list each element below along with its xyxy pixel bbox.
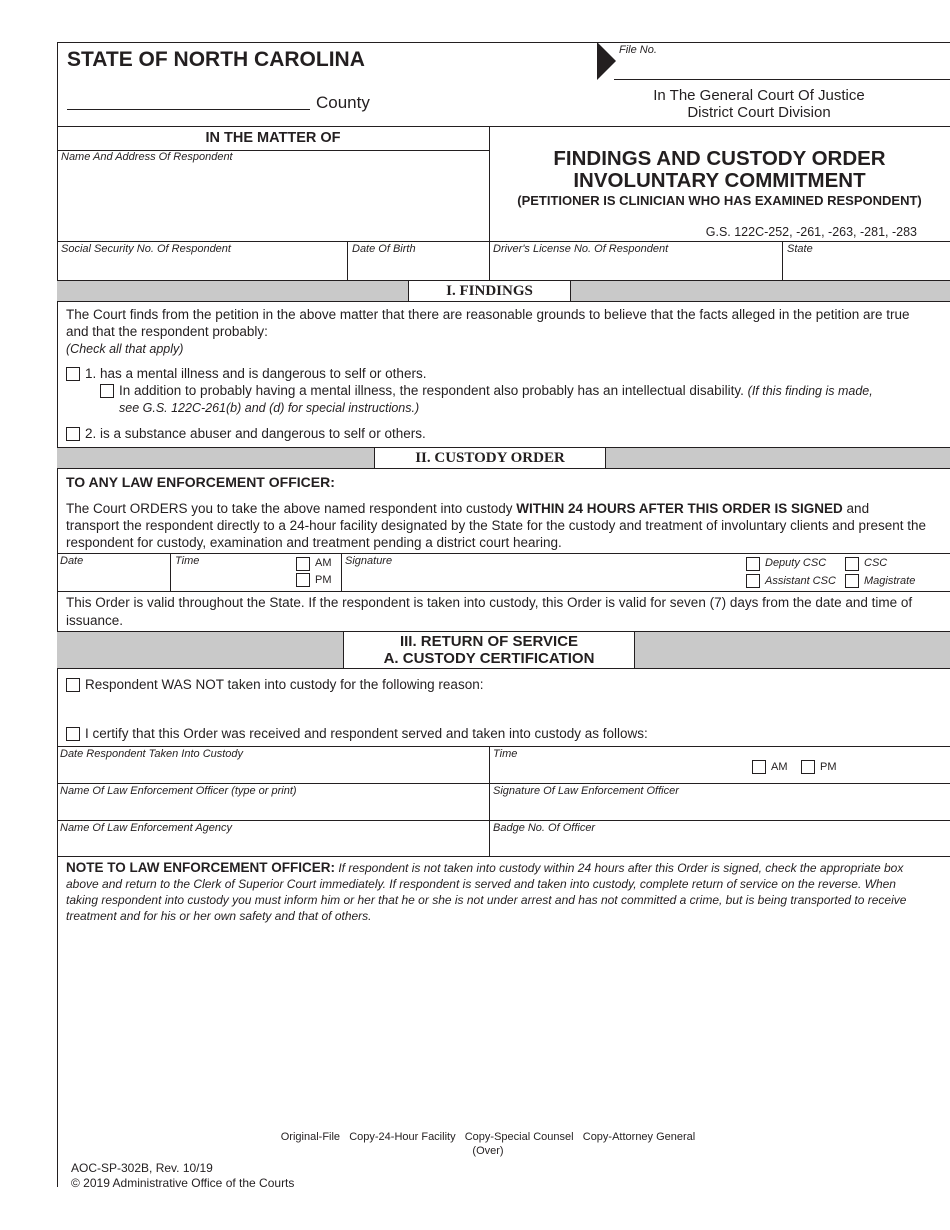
note-to-officer: NOTE TO LAW ENFORCEMENT OFFICER: If respondent is not taken into custody within 24 hours after this Order is signed, check the appropriate box above and return to the Clerk of Superior Court immediately. If respondent is served and taken into custody, complete return of service on the reverse. When taking respondent into custody you must inform him or her that he or she is not under arrest and has not committed a crime, but is being transported to receive treatment and for his or her own safety and that of others. bbox=[66, 860, 907, 923]
certify-text: I certify that this Order was received and respondent served and taken into custody as follows: bbox=[85, 726, 648, 741]
file-no-arrow-icon bbox=[597, 42, 616, 80]
officer-signature-label: Signature Of Law Enforcement Officer bbox=[493, 785, 679, 797]
court-line1: In The General Court Of Justice bbox=[653, 87, 865, 104]
ssn-label: Social Security No. Of Respondent bbox=[61, 243, 231, 255]
officer-name-label: Name Of Law Enforcement Officer (type or print) bbox=[60, 785, 297, 797]
state-heading: STATE OF NORTH CAROLINA bbox=[67, 48, 365, 71]
magistrate-label: Magistrate bbox=[864, 575, 916, 587]
certify-checkbox[interactable] bbox=[66, 727, 80, 741]
file-no-label: File No. bbox=[619, 44, 657, 56]
county-label: County bbox=[316, 93, 370, 112]
form-number: AOC-SP-302B, Rev. 10/19 bbox=[71, 1161, 213, 1175]
finding1a-text: In addition to probably having a mental illness, the respondent also probably has an intellectual disability. bbox=[119, 383, 744, 398]
custody-am-checkbox[interactable] bbox=[296, 557, 310, 571]
date-label: Date bbox=[60, 555, 84, 567]
custody-am-label: AM bbox=[315, 557, 332, 569]
csc-checkbox[interactable] bbox=[845, 557, 859, 571]
statute-reference: G.S. 122C-252, -261, -263, -281, -283 bbox=[705, 225, 917, 239]
findings-intro: The Court finds from the petition in the above matter that there are reasonable grounds to believe that the facts alleged in the petition are true and that the respondent probably: bbox=[66, 307, 910, 339]
signature-label: Signature bbox=[345, 555, 393, 567]
finding1a-note2: see G.S. 122C-261(b) and (d) for special instructions.) bbox=[119, 401, 420, 415]
magistrate-checkbox[interactable] bbox=[845, 574, 859, 588]
return-heading: III. RETURN OF SERVICE A. CUSTODY CERTIFICATION bbox=[343, 631, 635, 669]
csc-label: CSC bbox=[864, 557, 888, 569]
custody-heading: II. CUSTODY ORDER bbox=[374, 447, 606, 469]
county-blank-line[interactable] bbox=[67, 109, 310, 110]
badge-label: Badge No. Of Officer bbox=[493, 822, 596, 834]
custody-pm-label: PM bbox=[315, 574, 332, 586]
matter-heading: IN THE MATTER OF bbox=[205, 130, 341, 146]
name-address-label: Name And Address Of Respondent bbox=[61, 151, 233, 163]
assistant-csc-label: Assistant CSC bbox=[765, 575, 836, 587]
title-line1: FINDINGS AND CUSTODY ORDER bbox=[553, 147, 886, 170]
finding2-text: 2. is a substance abuser and dangerous to self or others. bbox=[85, 426, 426, 441]
title-line2: INVOLUNTARY COMMITMENT bbox=[573, 169, 866, 192]
finding1a-note: (If this finding is made, bbox=[747, 384, 873, 398]
finding1-checkbox[interactable] bbox=[66, 367, 80, 381]
finding1-text: 1. has a mental illness and is dangerous to self or others. bbox=[85, 366, 427, 381]
distribution-copies: Original-File Copy-24-Hour Facility Copy-Special Counsel Copy-Attorney General bbox=[280, 1131, 696, 1143]
return-pm-checkbox[interactable] bbox=[801, 760, 815, 774]
return-am-label: AM bbox=[771, 761, 788, 773]
assistant-csc-checkbox[interactable] bbox=[746, 574, 760, 588]
return-am-checkbox[interactable] bbox=[752, 760, 766, 774]
finding1a-checkbox[interactable] bbox=[100, 384, 114, 398]
court-line2: District Court Division bbox=[687, 104, 831, 121]
check-note: (Check all that apply) bbox=[66, 342, 184, 356]
time-label: Time bbox=[175, 555, 200, 567]
license-label: Driver's License No. Of Respondent bbox=[493, 243, 669, 255]
date-taken-label: Date Respondent Taken Into Custody bbox=[60, 748, 244, 760]
copyright: © 2019 Administrative Office of the Courts bbox=[71, 1176, 295, 1190]
state-label: State bbox=[787, 243, 813, 255]
validity-text: This Order is valid throughout the State. If the respondent is taken into custody, this Order is valid for seven (7) days from the date and time of issuance. bbox=[66, 595, 913, 628]
dob-label: Date Of Birth bbox=[352, 243, 416, 255]
to-officer-heading: TO ANY LAW ENFORCEMENT OFFICER: bbox=[66, 474, 335, 490]
over-label: (Over) bbox=[472, 1145, 504, 1157]
title-line3: (PETITIONER IS CLINICIAN WHO HAS EXAMINED RESPONDENT) bbox=[517, 193, 922, 208]
not-taken-text: Respondent WAS NOT taken into custody for the following reason: bbox=[85, 677, 484, 692]
deputy-csc-label: Deputy CSC bbox=[765, 557, 827, 569]
return-pm-label: PM bbox=[820, 761, 837, 773]
agency-label: Name Of Law Enforcement Agency bbox=[60, 822, 233, 834]
custody-order-text: The Court ORDERS you to take the above named respondent into custody WITHIN 24 HOURS AFTER THIS ORDER IS SIGNED and transport the respondent directly to a 24-hour facility designated by the State for the custody and treatment of involuntary clients and present the respondent for custody, examination and treatment pending a district court hearing. bbox=[66, 501, 927, 550]
custody-pm-checkbox[interactable] bbox=[296, 573, 310, 587]
return-time-label: Time bbox=[493, 748, 518, 760]
findings-heading: I. FINDINGS bbox=[408, 280, 571, 302]
deputy-csc-checkbox[interactable] bbox=[746, 557, 760, 571]
not-taken-checkbox[interactable] bbox=[66, 678, 80, 692]
finding2-checkbox[interactable] bbox=[66, 427, 80, 441]
